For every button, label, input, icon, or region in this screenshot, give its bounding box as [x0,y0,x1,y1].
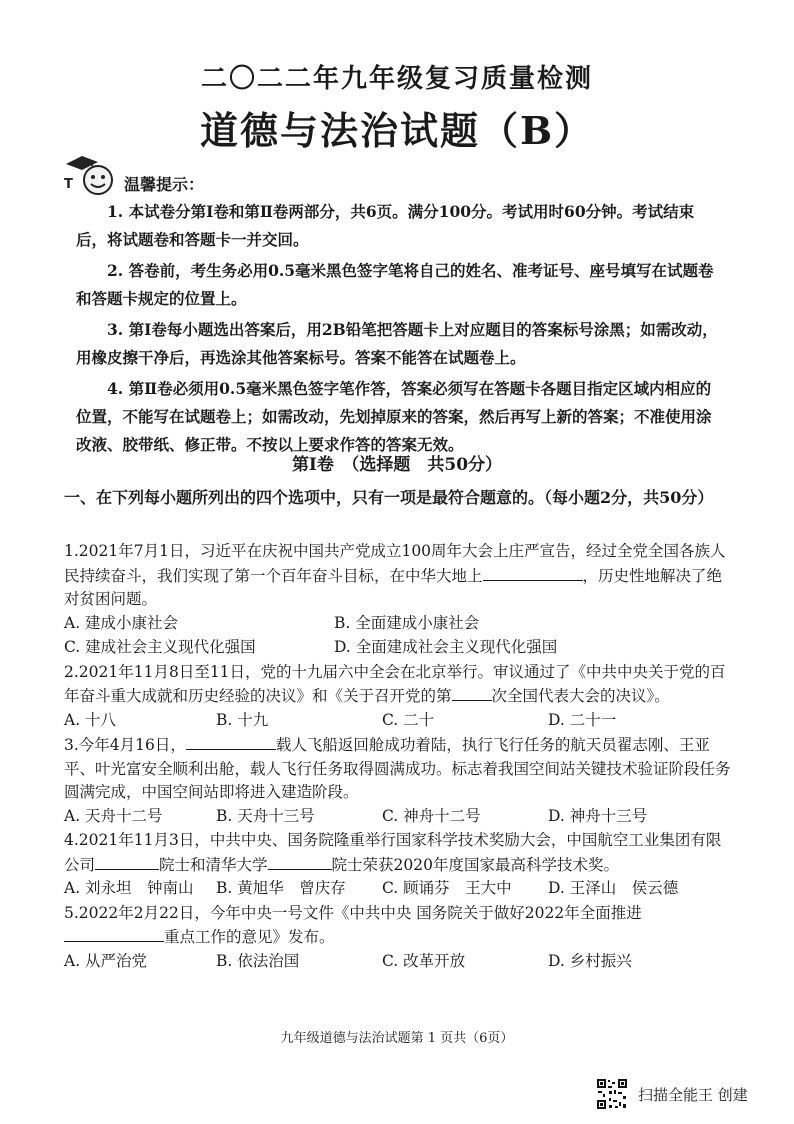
question-text: 院士和清华大学 [159,855,268,874]
answer-blank [186,733,276,750]
option-b: B. 全面建成小康社会 [334,613,480,632]
question-4 [64,829,732,901]
option-c: C. 二十 [382,710,435,729]
option-c: C. 建成社会主义现代化强国 [64,638,256,656]
answer-blank [95,853,159,870]
page-footer: 九年级道德与法治试题第 1 页共（6页） [280,1031,514,1046]
tips-list [76,198,722,462]
scanner-watermark [596,1076,776,1112]
question-list [64,540,732,974]
option-row [64,877,732,901]
part-instruction: 一、在下列每小题所列出的四个选项中，只有一项是最符合题意的。（每小题2分，共50分） [64,488,714,507]
question-text: 4.2021年11月3日，中共中央、国务院隆重举行国家科学技术奖励大会，中国航空工业集团有限公司 [64,831,722,874]
qr-code-icon [596,1078,628,1110]
question-text: 院士荣获2020年度国家最高科学技术奖。 [331,855,619,874]
option-a: A. 十八 [64,710,117,729]
question-text: 5.2022年2月22日，今年中央一号文件《中共中央 国务院关于做好2022年全面推进 [64,903,642,922]
answer-blank [483,564,583,581]
option-b: B. 天舟十三号 [216,806,315,825]
option-row [64,805,732,829]
option-d: D. 全面建成社会主义现代化强国 [334,638,558,656]
section-title: 第Ⅰ卷 （选择题 共50分） [291,455,503,475]
option-a: A. 刘永坦 钟南山 [64,879,194,897]
question-1 [64,540,732,660]
option-row [64,709,732,733]
option-c: C. 改革开放 [382,951,466,970]
question-text: 1.2021年7月1日，习近平在庆祝中国共产党成立100周年大会上庄严宣告，经过全党全国各族人民持续奋斗，我们实现了第一个百年奋斗目标，在中华大地上 [64,542,726,585]
exam-subject-title: 道德与法治试题（B） [199,108,595,153]
option-b: B. 黄旭华 曾庆存 [216,879,346,897]
option-row [64,950,732,974]
tip-item: 4. 第Ⅱ卷必须用0.5毫米黑色签字笔作答，答案必须写在答题卡各题目指定区域内相应的位置，不能写在试题卷上；如需改动，先划掉原来的答案，然后再写上新的答案；不准使用涂改液、胶带纸、修正带。不按以上要求作答的答案无效。 [76,379,712,454]
option-d: D. 神舟十三号 [548,806,648,825]
question-text: 载人飞船返回舱成功着陆，执行飞行任务的航天员翟志刚、王亚平、叶光富安全顺利出舱，载人飞行任务取得圆满成功。标志着我国空间站关键技术验证阶段任务圆满完成，中国空间站即将进入建造阶段。 [64,736,731,801]
tip-item: 3. 第Ⅰ卷每小题选出答案后，用2B铅笔把答题卡上对应题目的答案标号涂黑；如需改动，用橡皮擦干净后，再选涂其他答案标号。答案不能答在试题卷上。 [76,320,718,367]
answer-blank [268,853,332,870]
question-2 [64,661,732,733]
question-5 [64,902,732,974]
svg-text:T: T [64,177,73,192]
option-b: B. 依法治国 [216,951,300,970]
question-3 [64,733,732,828]
option-d: D. 二十一 [548,710,617,729]
question-text: 3.今年4月16日， [64,736,186,754]
tip-item: 2. 答卷前，考生务必用0.5毫米黑色签字笔将自己的姓名、准考证号、座号填写在试题卷和答题卡规定的位置上。 [76,261,714,308]
option-row [64,612,732,636]
tips-label: 温馨提示： [124,175,205,194]
option-b: B. 十九 [216,710,269,729]
option-d: D. 王泽山 侯云德 [548,879,679,897]
answer-blank [452,684,492,701]
question-text: 2.2021年11月8日至11日，党的十九届六中全会在北京举行。审议通过了《中共中央关于党的百年奋斗重大成就和历史经验的决议》和《关于召开党的第 [64,662,726,705]
option-row [64,636,732,660]
question-text: 重点工作的意见》发布。 [164,928,335,946]
tip-item: 1. 本试卷分第Ⅰ卷和第Ⅱ卷两部分，共6页。满分100分。考试用时60分钟。考试结束后，将试题卷和答题卡一并交回。 [76,202,695,249]
question-text: ，历史性地解决了绝对贫困问题。 [64,566,723,608]
option-c: C. 神舟十二号 [382,806,481,825]
exam-title: 二〇二二年九年级复习质量检测 [200,64,593,94]
option-c: C. 顾诵芬 王大中 [382,879,512,897]
watermark-text: 扫描全能王 创建 [638,1085,748,1104]
option-a: A. 天舟十二号 [64,806,163,825]
option-a: A. 从严治党 [64,951,148,970]
answer-blank [64,925,164,942]
question-text: 次全国代表大会的决议》。 [491,687,670,705]
option-d: D. 乡村振兴 [548,951,632,970]
option-a: A. 建成小康社会 [64,613,179,632]
